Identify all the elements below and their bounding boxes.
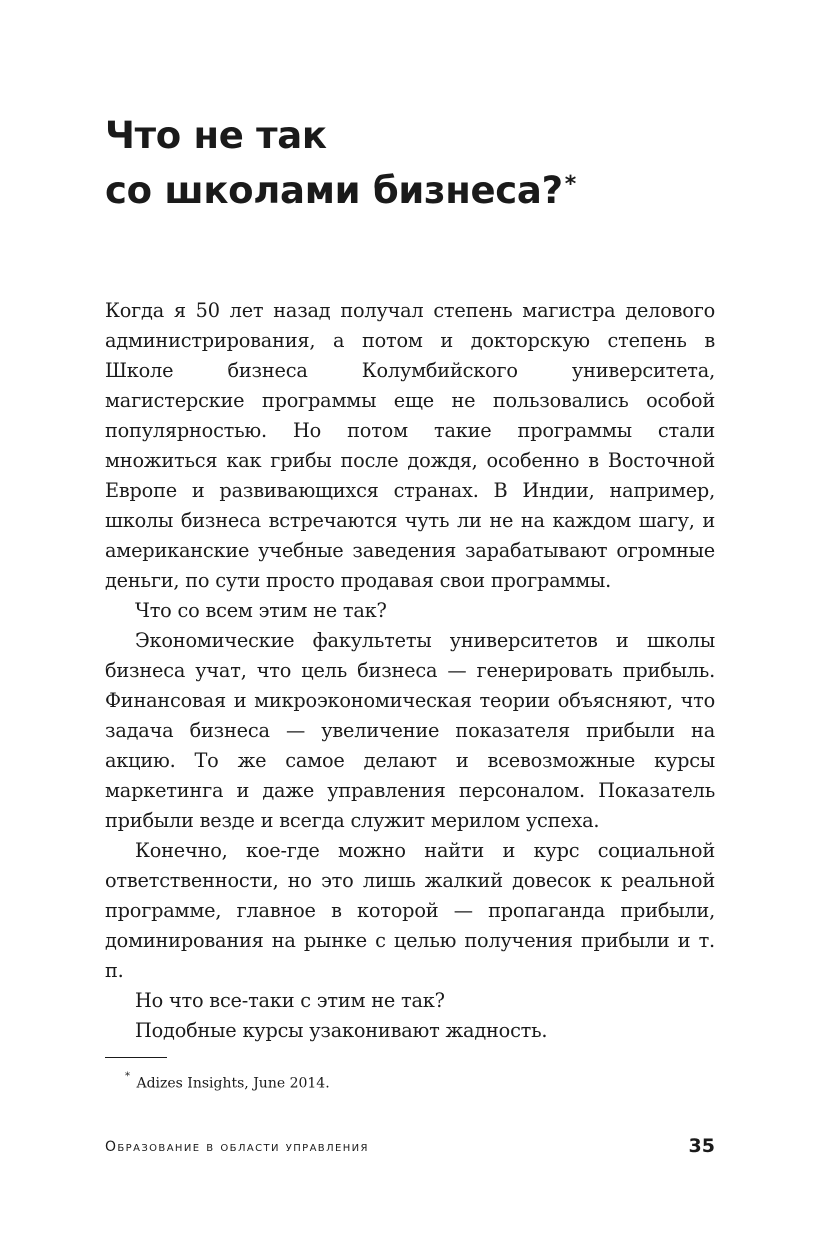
footnote-text: Adizes Insights, June 2014.	[136, 1075, 330, 1092]
chapter-title-line-2	[105, 163, 725, 218]
body-text	[105, 296, 715, 1046]
running-footer-title: Образование в области управления	[105, 1139, 369, 1155]
paragraph-5: Но что все-таки с этим не так?	[135, 989, 445, 1012]
paragraph-6: Подобные курсы узаконивают жадность.	[135, 1019, 548, 1042]
paragraph-1: Когда я 50 лет назад получал степень магистра делового администрирования, а потом и докторскую степень в Школе бизнеса Колумбийского университета, магистерские программы еще не пользовались особой популярностью. Но потом такие программы стали множиться как грибы после дождя, особенно в Восточной Европе и развивающихся странах. В Индии, например, школы бизнеса встречаются чуть ли не на каждом шагу, и американские учебные заведения зарабатывают огромные деньги, по сути просто продавая свои программы.	[105, 299, 715, 592]
page-number: 35	[688, 1135, 715, 1157]
paragraph-3: Экономические факультеты университетов и школы бизнеса учат, что цель бизнеса — генерировать прибыль. Финансовая и микроэкономическая теории объясняют, что задача бизнеса — увеличение показателя прибыли на акцию. То же самое делают и всевозможные курсы маркетинга и даже управления персоналом. Показатель прибыли везде и всегда служит мерилом успеха.	[105, 629, 715, 832]
footnote-marker: *	[125, 1071, 130, 1082]
chapter-title	[105, 108, 725, 218]
footnote-reference: *	[564, 172, 576, 197]
footnote-divider	[105, 1057, 167, 1058]
chapter-title-line-1: Что не так	[105, 114, 327, 157]
chapter-title-line-2-text: со школами бизнеса?	[105, 169, 563, 212]
paragraph-2: Что со всем этим не так?	[135, 599, 387, 622]
footnote	[125, 1070, 330, 1094]
paragraph-4: Конечно, кое-где можно найти и курс социальной ответственности, но это лишь жалкий довесок к реальной программе, главное в которой — пропаганда прибыли, доминирования на рынке с целью получения прибыли и т. п.	[105, 839, 715, 982]
